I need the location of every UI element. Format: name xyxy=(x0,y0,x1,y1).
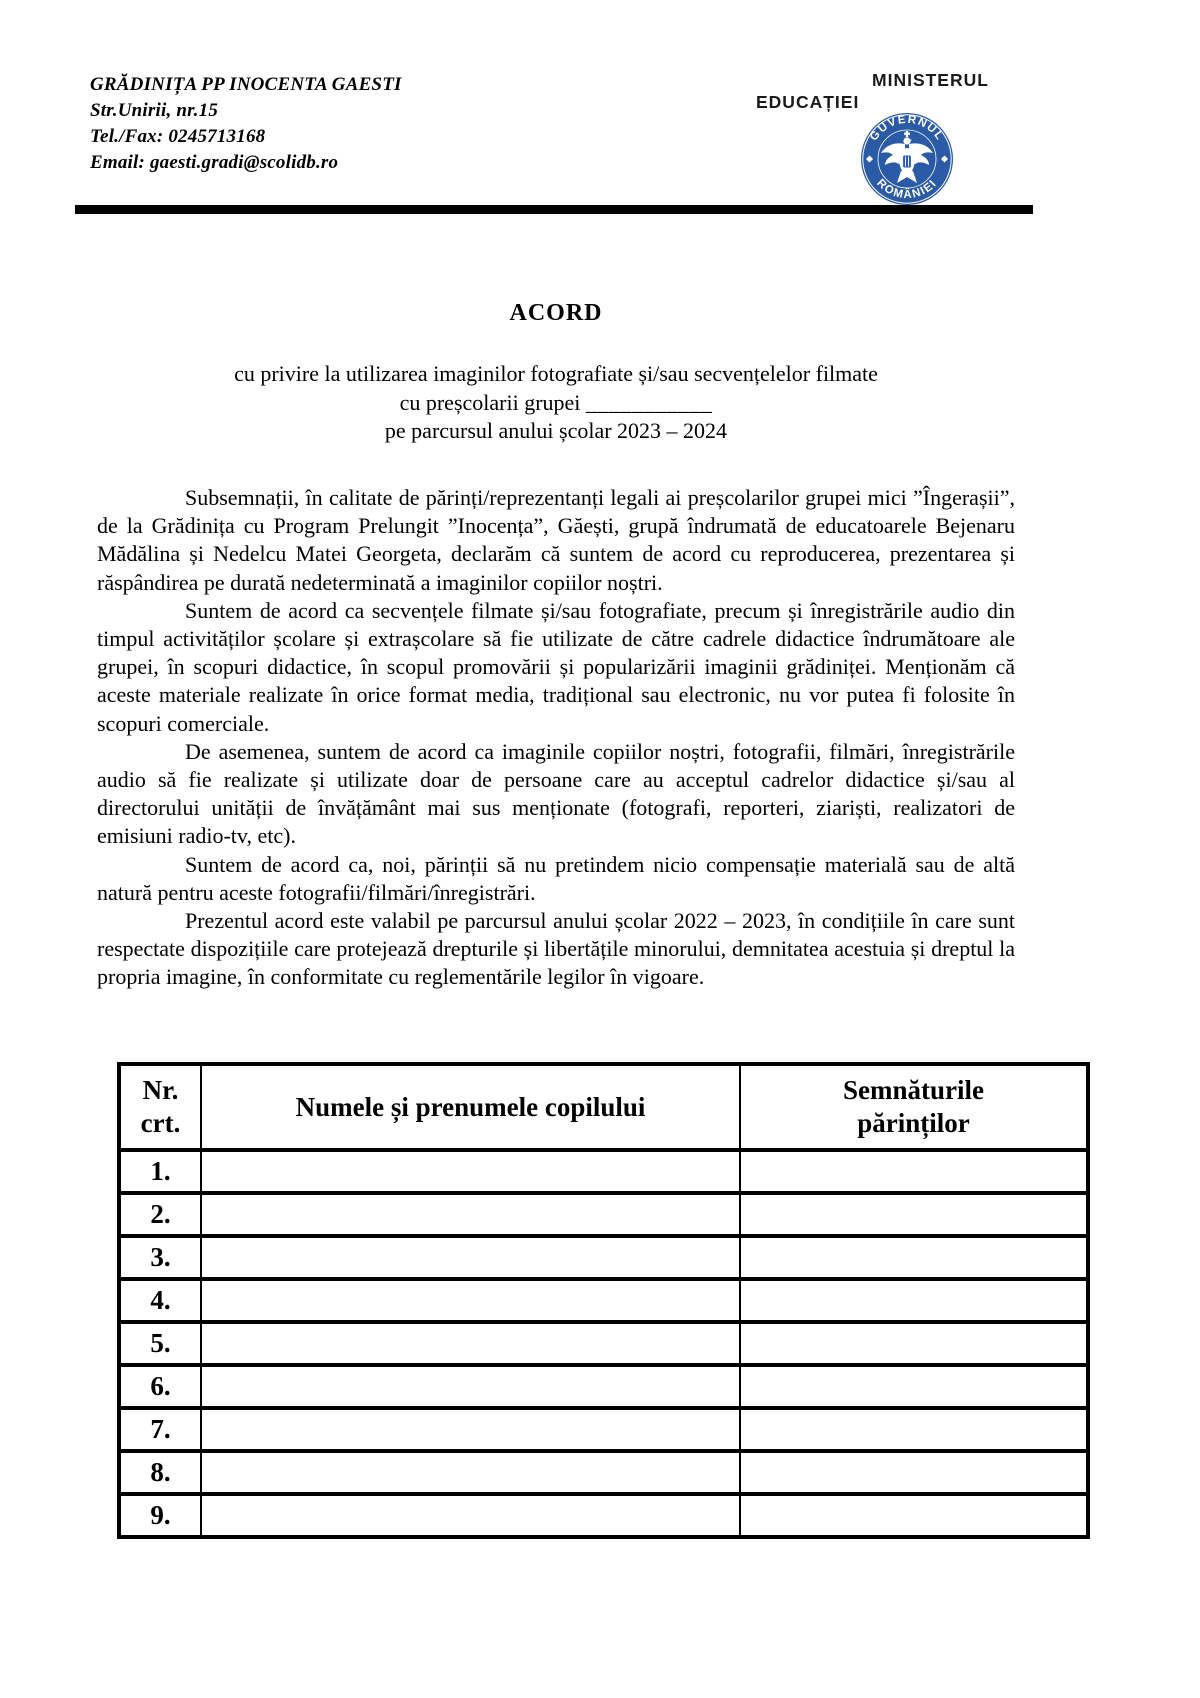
signature-cell xyxy=(740,1236,1088,1279)
subtitle-line-2 xyxy=(97,389,1015,418)
table-row xyxy=(119,1193,1088,1236)
government-seal-logo xyxy=(859,111,955,207)
row-number: 5. xyxy=(119,1322,201,1365)
subtitle-line-3: pe parcursul anului școlar 2023 – 2024 xyxy=(384,418,728,443)
header-parent-signatures: Semnăturile părinților xyxy=(740,1064,1088,1150)
child-name-cell xyxy=(201,1322,740,1365)
signature-cell xyxy=(740,1150,1088,1193)
row-number: 9. xyxy=(119,1494,201,1537)
signature-cell xyxy=(740,1451,1088,1494)
row-number: 4. xyxy=(119,1279,201,1322)
ministry-name-line1: MINISTERUL xyxy=(872,70,989,90)
ministry-name-line2: EDUCAȚIEI xyxy=(756,92,860,112)
header-nr-crt: Nr. crt. xyxy=(119,1064,201,1150)
paragraph-4: Suntem de acord ca, noi, părinții să nu pretindem nicio compensație materială sau de altă natură pentru aceste fotografii/filmări/înregistrări. xyxy=(97,851,1015,905)
row-number: 3. xyxy=(119,1236,201,1279)
school-name: GRĂDINIȚA PP INOCENTA GAESTI xyxy=(90,74,402,95)
subtitle-line-1: cu privire la utilizarea imaginilor fotografiate și/sau secvențelelor filmate xyxy=(234,361,878,386)
table-row xyxy=(119,1494,1088,1537)
child-name-cell xyxy=(201,1193,740,1236)
signature-cell xyxy=(740,1193,1088,1236)
table-row xyxy=(119,1408,1088,1451)
table-row xyxy=(119,1150,1088,1193)
header-divider-rule xyxy=(75,205,1033,214)
paragraph-3: De asemenea, suntem de acord ca imaginile copiilor noștri, fotografii, filmări, înregistrările audio să fie realizate și utilizate doar de persoane care au acceptul cadrelor didactice și/sau al directorului unității de învățământ mai sus menționate (fotografi, reporteri, ziariști, realizatori de emisiuni radio-tv, etc). xyxy=(97,738,1015,849)
row-number: 2. xyxy=(119,1193,201,1236)
signatures-table xyxy=(117,1062,1090,1539)
row-number: 7. xyxy=(119,1408,201,1451)
paragraph-5: Prezentul acord este valabil pe parcursul anului școlar 2022 – 2023, în condițiile în care sunt respectate dispozițiile care protejează drepturile și libertățile minorului, demnitatea acestuia și dreptul la propria imagine, în conformitate cu reglementările legilor în vigoare. xyxy=(97,908,1015,990)
school-address: Str.Unirii, nr.15 xyxy=(90,100,219,121)
row-number: 8. xyxy=(119,1451,201,1494)
child-name-cell xyxy=(201,1279,740,1322)
school-email: Email: gaesti.gradi@scolidb.ro xyxy=(90,152,339,173)
paragraph-1: Subsemnații, în calitate de părinți/reprezentanți legali ai preșcolarilor grupei mici ”Îngerașii”, de la Grădinița cu Program Prelungit ”Inocența”, Găești, grupă îndrumată de educatoarele Bejenaru Mădălina și Nedelcu Matei Georgeta, declarăm că suntem de acord cu reproducerea, prezentarea și răspândirea pe durată nedeterminată a imaginilor copiilor noștri. xyxy=(97,485,1015,595)
table-row xyxy=(119,1322,1088,1365)
paragraph-2: Suntem de acord ca secvențele filmate și/sau fotografiate, precum și înregistrările audio din timpul activităților școlare și extrașcolare să fie utilizate de către cadrele didactice îndrumătoare ale grupei, în scopuri didactice, în scopul promovării și popularizării imaginii grădiniței. Menționăm că aceste materiale realizate în orice format media, tradițional sau electronic, nu vor putea fi folosite în scopuri comerciale. xyxy=(97,597,1015,736)
table-row xyxy=(119,1365,1088,1408)
eagle-shield xyxy=(903,155,912,168)
subtitle-line-2-text: cu preșcolarii grupei xyxy=(399,389,586,415)
table-row xyxy=(119,1279,1088,1322)
school-telfax: Tel./Fax: 0245713168 xyxy=(90,126,266,147)
seal-top-text: GUVERNUL xyxy=(868,113,947,144)
signature-cell xyxy=(740,1365,1088,1408)
signature-cell xyxy=(740,1408,1088,1451)
document-title: ACORD xyxy=(509,300,603,326)
child-name-cell xyxy=(201,1408,740,1451)
letterhead xyxy=(90,72,402,176)
child-name-cell xyxy=(201,1451,740,1494)
child-name-cell xyxy=(201,1365,740,1408)
signature-cell xyxy=(740,1322,1088,1365)
signature-cell xyxy=(740,1279,1088,1322)
agreement-body xyxy=(97,484,1015,992)
table-row xyxy=(119,1236,1088,1279)
seal-bottom-text: ROMÂNIEI xyxy=(874,177,940,202)
table-header-row xyxy=(119,1064,1088,1150)
table-row xyxy=(119,1451,1088,1494)
child-name-cell xyxy=(201,1494,740,1537)
row-number: 1. xyxy=(119,1150,201,1193)
header-child-name: Numele și prenumele copilului xyxy=(201,1064,740,1150)
signature-cell xyxy=(740,1494,1088,1537)
row-number: 6. xyxy=(119,1365,201,1408)
document-subtitle xyxy=(97,360,1015,446)
child-name-cell xyxy=(201,1150,740,1193)
child-name-cell xyxy=(201,1236,740,1279)
group-name-blank-field: ___________ xyxy=(585,389,713,415)
